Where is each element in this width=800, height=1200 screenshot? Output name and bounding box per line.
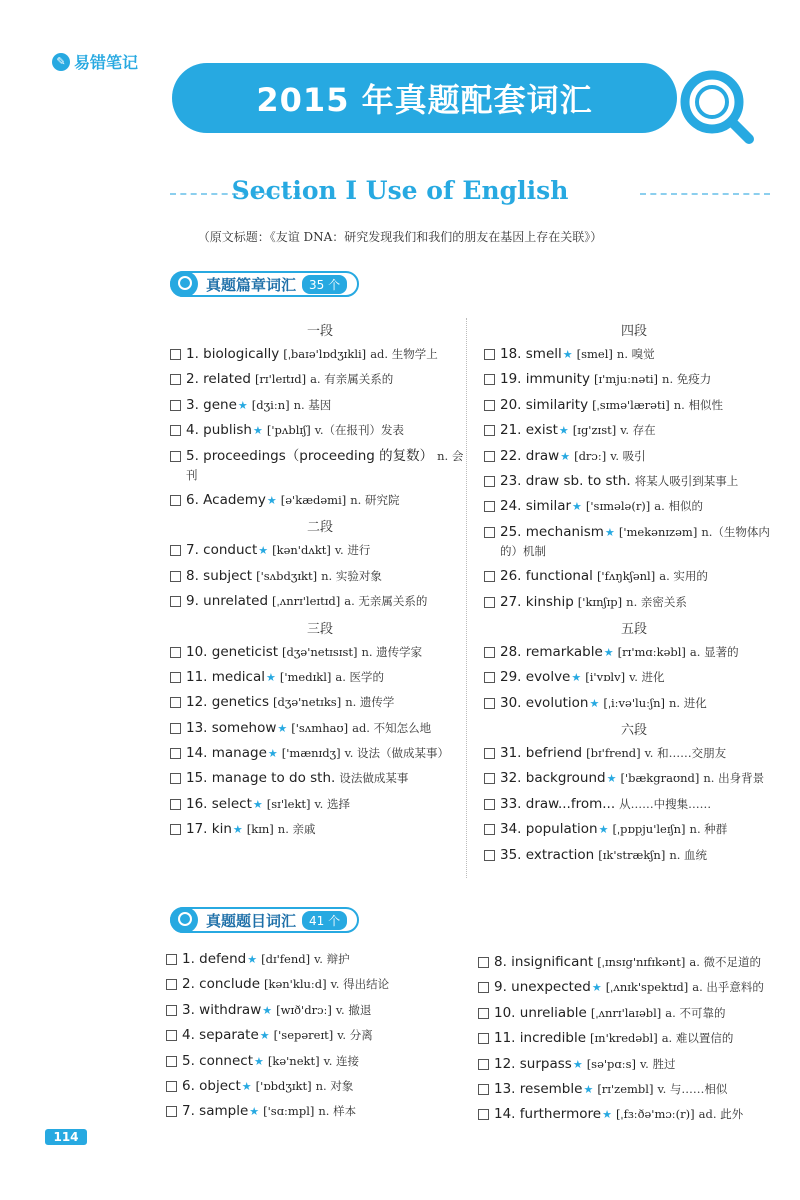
vocab-phonetic: [dʒə'netɪks]: [273, 695, 342, 710]
checkbox[interactable]: [484, 773, 495, 784]
star-icon: ★: [572, 1057, 583, 1071]
vocab-phonetic: [drɔː]: [574, 448, 607, 463]
vocab-phonetic: ['sɑːmpl]: [263, 1104, 315, 1119]
vocab-definition: ad. 此外: [698, 1107, 744, 1122]
vocab-word: 10. unreliable: [494, 1004, 587, 1021]
vocab-word: 9. unexpected: [494, 979, 591, 996]
vocab-phonetic: ['ɒbdʒɪkt]: [255, 1078, 312, 1093]
star-icon: ★: [602, 1108, 612, 1122]
brand-logo: [52, 50, 138, 73]
vocab-definition: n. 相似性: [673, 397, 723, 412]
checkbox[interactable]: [484, 698, 495, 709]
vocab-word: 6. Academy: [186, 491, 266, 508]
vocab-word: 24. similar: [500, 498, 572, 515]
checkbox[interactable]: [166, 1005, 177, 1016]
vocab-item: [484, 694, 784, 713]
search-icon: [170, 271, 198, 297]
vocab-phonetic: [dʒə'netɪsɪst]: [282, 644, 358, 659]
checkbox[interactable]: [484, 527, 495, 538]
vocab-definition: v. 设法（做成某事）: [344, 746, 450, 761]
star-icon: ★: [241, 1079, 252, 1093]
vocab-definition: v. 进行: [334, 543, 371, 558]
vocab-definition: a. 显著的: [689, 644, 739, 659]
vocab-definition: a. 医学的: [335, 669, 385, 684]
star-icon: ★: [604, 525, 615, 539]
vocab-item: [170, 592, 470, 611]
checkbox[interactable]: [166, 979, 177, 990]
vocab-phonetic: [dʒiːn]: [251, 397, 290, 412]
star-icon: ★: [252, 424, 263, 438]
vocab-word: 16. select: [186, 795, 252, 812]
vocab-word: 21. exist: [500, 422, 558, 439]
vocab-item: [170, 345, 470, 364]
vocab-definition: n. 实验对象: [321, 568, 382, 583]
vocab-phonetic: ['sʌmhaʊ]: [291, 720, 349, 735]
vocab-definition: n. 遗传学家: [361, 644, 423, 659]
checkbox[interactable]: [170, 495, 181, 506]
vocab-word: 9. unrelated: [186, 593, 269, 610]
vocab-phonetic: [kɪn]: [246, 822, 274, 837]
vocab-item: [166, 1001, 466, 1020]
vocab-word: 18. smell: [500, 346, 562, 362]
vocab-phonetic: [ˌbaɪə'lɒdʒɪkli]: [283, 347, 367, 361]
star-icon: ★: [598, 823, 609, 837]
vocab-definition: v. 胜过: [640, 1056, 676, 1071]
vocab-phonetic: [dɪ'fend]: [261, 952, 311, 966]
star-icon: ★: [254, 1054, 264, 1068]
vocab-phonetic: [ˌʌnɪk'spektɪd]: [605, 980, 689, 995]
paragraph-label: 一段: [306, 324, 333, 339]
vocab-word: 6. object: [182, 1077, 241, 1094]
checkbox[interactable]: [484, 824, 495, 835]
vocab-definition: n. 亲密关系: [626, 594, 687, 609]
checkbox[interactable]: [170, 349, 181, 360]
vocab-word: 12. genetics: [186, 694, 269, 711]
vocab-word: 4. publish: [186, 422, 252, 439]
vocab-word: 3. gene: [186, 396, 237, 413]
article-subtitle: （原文标题：《友谊 DNA：研究发现我们和我们的朋友在基因上存在关联》）: [197, 230, 603, 244]
star-icon: ★: [249, 1105, 260, 1119]
vocab-word: 35. extraction: [500, 846, 595, 863]
vocab-item: [170, 719, 470, 738]
vocab-word: 2. related: [186, 371, 251, 388]
star-icon: ★: [247, 953, 258, 966]
vocab-definition: a. 实用的: [659, 569, 708, 584]
vocab-item: [170, 396, 470, 415]
vocab-phonetic: [i'vɒlv]: [585, 670, 626, 685]
checkbox[interactable]: [484, 349, 495, 360]
vocab-word: 4. separate: [182, 1027, 259, 1044]
vocab-definition: v.（在报刊）发表: [314, 423, 404, 438]
vocab-word: 17. kin: [186, 821, 232, 838]
vocab-word: 10. geneticist: [186, 643, 279, 660]
paragraph-label: 四段: [620, 324, 647, 339]
star-icon: ★: [232, 823, 243, 837]
vocab-item: [170, 668, 470, 687]
vocab-item: [484, 593, 784, 612]
vocab-definition: n. 研究院: [350, 492, 400, 507]
vocab-item: [170, 541, 470, 560]
checkbox[interactable]: [484, 647, 495, 658]
checkbox[interactable]: [484, 597, 495, 608]
vocab-definition: v. 撤退: [335, 1002, 372, 1017]
checkbox[interactable]: [484, 425, 495, 436]
vocab-phonetic: [ɪk'strækʃn]: [598, 847, 666, 862]
brand-icon: ✎: [52, 53, 70, 71]
vocab-definition: n. 血统: [669, 847, 708, 862]
vocab-item: [484, 795, 784, 814]
vocab-item: [170, 693, 470, 712]
vocab-definition: a. 不可靠的: [665, 1005, 726, 1020]
vocab-item: [484, 472, 784, 491]
checkbox[interactable]: [170, 571, 181, 582]
checkbox[interactable]: [166, 1081, 177, 1092]
vocab-definition: n. 会刊: [186, 448, 464, 482]
vocab-word: 12. surpass: [494, 1055, 572, 1072]
vocab-item: [170, 744, 470, 763]
vocab-phonetic: [ˌʌnrɪ'laɪəbl]: [590, 1005, 662, 1020]
page-title: 2015 年真题配套词汇: [256, 81, 593, 119]
vocab-item: [170, 421, 470, 440]
vocab-item: [170, 643, 470, 662]
checkbox[interactable]: [478, 957, 489, 968]
vocab-word: 31. befriend: [500, 745, 583, 762]
vocab-item: [478, 1055, 778, 1074]
vocab-phonetic: [bɪ'frend]: [586, 746, 641, 761]
vocab-word: 26. functional: [500, 568, 593, 585]
checkbox[interactable]: [170, 723, 181, 734]
vocab-phonetic: [rɪ'leɪtɪd]: [254, 372, 307, 387]
vocab-item: [478, 1029, 778, 1048]
vocab-item: [170, 491, 470, 510]
vocab-item: [484, 497, 784, 516]
vocab-item: [478, 1080, 778, 1099]
vocab-word: 15. manage to do sth.: [186, 770, 336, 787]
vocab-item: [484, 744, 784, 763]
vocab-phonetic: ['pʌblɪʃ]: [266, 423, 311, 438]
vocab-word: 8. subject: [186, 567, 253, 584]
checkbox[interactable]: [484, 748, 495, 759]
vocab-phonetic: [ɪ'mjuːnəti]: [593, 372, 659, 387]
vocab-phonetic: ['fʌŋkʃənl]: [596, 569, 656, 584]
checkbox[interactable]: [484, 374, 495, 385]
vocab-word: 14. manage: [186, 745, 267, 762]
magnifier-icon: [676, 66, 756, 146]
vocab-phonetic: [ˌʌnrɪ'leɪtɪd]: [272, 594, 341, 609]
vocab-definition: n. 进化: [669, 695, 707, 710]
vocab-phonetic: [wɪð'drɔː]: [276, 1002, 332, 1017]
vocab-definition: a. 无亲属关系的: [344, 594, 428, 609]
vocab-item: [484, 421, 784, 440]
vocab-phonetic: [ˌiːvə'luːʃn]: [603, 695, 665, 710]
vocab-word: 13. resemble: [494, 1080, 583, 1097]
star-icon: ★: [267, 747, 278, 761]
vocab-phonetic: ['bækgraʊnd]: [620, 771, 700, 786]
vocab-item: [166, 1102, 466, 1121]
vocab-item: [484, 370, 784, 389]
vocab-definition: a. 有亲属关系的: [310, 372, 394, 387]
checkbox[interactable]: [170, 596, 181, 607]
brand-text: 易错笔记: [74, 53, 139, 72]
section-title: Section Ⅰ Use of English: [231, 176, 569, 205]
vocab-phonetic: [sɪ'lekt]: [266, 796, 311, 811]
vocab-word: 29. evolve: [500, 669, 571, 686]
checkbox[interactable]: [478, 1033, 489, 1044]
vocab-item: [478, 1105, 778, 1124]
checkbox[interactable]: [478, 1008, 489, 1019]
checkbox[interactable]: [484, 451, 495, 462]
vocab-word: 33. draw...from...: [500, 795, 616, 812]
vocab-phonetic: ['sʌbdʒɪkt]: [256, 568, 318, 583]
vocab-definition: ad. 不知怎么地: [352, 720, 432, 735]
vocab-phonetic: [ˌfɜːðə'mɔː(r)]: [615, 1107, 695, 1122]
vocab-definition: 从……中搜集……: [619, 796, 712, 811]
vocab-word: 34. population: [500, 821, 598, 838]
vocab-word: 8. insignificant: [494, 954, 594, 970]
count-badge: 41 个: [302, 911, 347, 930]
vocab-phonetic: [ɪg'zɪst]: [572, 423, 617, 438]
checkbox[interactable]: [170, 451, 181, 462]
vocab-word: 5. connect: [182, 1052, 253, 1069]
vocab-item: [170, 567, 470, 586]
vocab-definition: n. 对象: [315, 1078, 354, 1093]
vocab-item: [484, 523, 784, 561]
search-icon: [170, 907, 198, 933]
vocab-word: 7. sample: [182, 1103, 249, 1120]
vocab-word: 19. immunity: [500, 371, 590, 388]
vocab-item: [478, 978, 778, 997]
vocab-item: [170, 820, 470, 839]
vocab-word: 2. conclude: [182, 976, 261, 993]
vocab-item: [170, 769, 470, 788]
star-icon: ★: [562, 348, 573, 361]
vocab-definition: v. 连接: [323, 1053, 360, 1068]
title-banner: [172, 63, 677, 133]
vocab-phonetic: [ˌsɪmə'lærəti]: [592, 397, 670, 412]
star-icon: ★: [591, 981, 602, 995]
vocab-definition: v. 分离: [337, 1028, 373, 1043]
vocab-word: 22. draw: [500, 447, 560, 464]
checkbox[interactable]: [170, 545, 181, 556]
vocab-item: [484, 846, 784, 865]
vocab-phonetic: [kə'nekt]: [267, 1053, 320, 1068]
vocab-word: 23. draw sb. to sth.: [500, 472, 631, 489]
vocab-word: 32. background: [500, 770, 606, 787]
column-divider: [466, 318, 467, 878]
vocab-word: 11. medical: [186, 668, 265, 685]
vocab-item: [166, 975, 466, 994]
vocab-definition: n. 样本: [318, 1104, 357, 1119]
checkbox[interactable]: [170, 773, 181, 784]
vocab-phonetic: [ˌpɒpju'leɪʃn]: [612, 822, 686, 837]
vocab-word: 13. somehow: [186, 719, 277, 736]
vocab-item: [484, 447, 784, 466]
vocab-word: 20. similarity: [500, 396, 589, 413]
vocab-phonetic: [sə'pɑːs]: [586, 1056, 637, 1071]
checkbox[interactable]: [484, 799, 495, 810]
vocab-definition: v. 选择: [314, 796, 350, 811]
group-header-question-vocab: 真题题目词汇 41 个: [170, 907, 359, 933]
vocab-item: [166, 1026, 466, 1045]
vocab-word: 28. remarkable: [500, 643, 603, 660]
passage-vocab-left-column: [170, 316, 470, 846]
checkbox[interactable]: [170, 748, 181, 759]
vocab-phonetic: [rɪ'zembl]: [597, 1081, 654, 1096]
checkbox[interactable]: [170, 697, 181, 708]
question-vocab-right-column: [478, 953, 778, 1131]
star-icon: ★: [571, 671, 582, 685]
checkbox[interactable]: [478, 1059, 489, 1070]
checkbox[interactable]: [484, 850, 495, 861]
vocab-definition: n. 嗅觉: [616, 347, 655, 361]
vocab-item: [484, 396, 784, 415]
page-number: 114: [45, 1129, 87, 1145]
vocab-phonetic: ['medɪkl]: [279, 669, 332, 684]
vocab-word: 30. evolution: [500, 694, 589, 711]
vocab-definition: a. 出乎意料的: [692, 980, 764, 995]
vocab-phonetic: ['sɪmələ(r)]: [585, 499, 651, 514]
paragraph-label: 五段: [620, 621, 647, 637]
paragraph-label: 六段: [620, 723, 647, 739]
vocab-word: 5. proceedings（proceeding 的复数）: [186, 447, 434, 464]
vocab-item: [170, 447, 470, 485]
checkbox[interactable]: [478, 982, 489, 993]
checkbox[interactable]: [166, 1056, 177, 1067]
star-icon: ★: [558, 424, 569, 438]
vocab-phonetic: [ˌɪnsɪg'nɪfɪkənt]: [597, 955, 686, 969]
vocab-definition: n. 基因: [293, 397, 332, 412]
checkbox[interactable]: [478, 1084, 489, 1095]
decor-dash-right: [640, 193, 770, 195]
passage-vocab-right-column: [484, 316, 784, 871]
checkbox[interactable]: [166, 954, 177, 965]
vocab-definition: a. 难以置信的: [661, 1031, 734, 1046]
checkbox[interactable]: [484, 571, 495, 582]
vocab-word: 7. conduct: [186, 542, 258, 559]
vocab-definition: v. 辩护: [314, 952, 350, 966]
star-icon: ★: [589, 696, 600, 710]
star-icon: ★: [262, 1003, 273, 1017]
vocab-phonetic: ['mekənɪzəm]: [618, 524, 698, 539]
vocab-definition: v. 与……相似: [657, 1081, 728, 1096]
star-icon: ★: [606, 772, 617, 786]
vocab-word: 25. mechanism: [500, 523, 604, 540]
star-icon: ★: [237, 398, 248, 412]
vocab-phonetic: [rɪ'mɑːkəbl]: [617, 644, 686, 659]
vocab-item: [166, 950, 466, 969]
vocab-word: 11. incredible: [494, 1030, 586, 1047]
vocab-word: 27. kinship: [500, 593, 574, 610]
checkbox[interactable]: [170, 400, 181, 411]
vocab-definition: ad. 生物学上: [370, 347, 438, 361]
checkbox[interactable]: [170, 647, 181, 658]
star-icon: ★: [583, 1082, 594, 1096]
checkbox[interactable]: [484, 476, 495, 487]
star-icon: ★: [560, 449, 571, 463]
question-vocab-left-column: [166, 950, 466, 1128]
checkbox[interactable]: [484, 400, 495, 411]
vocab-item: [166, 1077, 466, 1096]
vocab-item: [484, 820, 784, 839]
vocab-definition: v. 进化: [629, 670, 665, 685]
vocab-item: [166, 1052, 466, 1071]
star-icon: ★: [266, 493, 277, 507]
vocab-phonetic: [kən'kluːd]: [264, 977, 327, 992]
vocab-phonetic: ['sepəreɪt]: [273, 1028, 334, 1043]
vocab-word: 3. withdraw: [182, 1001, 262, 1018]
vocab-phonetic: ['mænɪdʒ]: [281, 746, 341, 761]
vocab-phonetic: [ɪn'kredəbl]: [590, 1031, 658, 1046]
vocab-definition: v. 得出结论: [330, 977, 390, 992]
vocab-phonetic: [kən'dʌkt]: [272, 543, 331, 558]
star-icon: ★: [259, 1029, 270, 1043]
vocab-definition: 将某人吸引到某事上: [634, 473, 739, 488]
checkbox[interactable]: [170, 799, 181, 810]
vocab-item: [484, 345, 784, 364]
vocab-item: [484, 643, 784, 662]
vocab-definition: 设法做成某事: [339, 771, 409, 786]
vocab-definition: n. 亲戚: [277, 822, 316, 837]
checkbox[interactable]: [170, 672, 181, 683]
vocab-word: 1. defend: [182, 951, 247, 967]
vocab-definition: v. 吸引: [610, 448, 646, 463]
vocab-definition: n. 出身背景: [703, 771, 765, 786]
vocab-item: [478, 1004, 778, 1023]
vocab-word: 14. furthermore: [494, 1106, 602, 1123]
paragraph-label: 二段: [306, 520, 333, 536]
vocab-item: [484, 567, 784, 586]
checkbox[interactable]: [170, 425, 181, 436]
vocab-definition: a. 微不足道的: [689, 955, 762, 969]
vocab-definition: n.（生物体内的）机制: [500, 524, 770, 558]
checkbox[interactable]: [166, 1106, 177, 1117]
vocab-item: [484, 668, 784, 687]
vocab-definition: n. 免疫力: [662, 372, 712, 387]
checkbox[interactable]: [166, 1030, 177, 1041]
star-icon: ★: [277, 721, 288, 735]
star-icon: ★: [252, 797, 263, 811]
vocab-item: [478, 953, 778, 972]
vocab-phonetic: ['kɪnʃɪp]: [577, 594, 623, 609]
checkbox[interactable]: [484, 501, 495, 512]
star-icon: ★: [603, 645, 614, 659]
checkbox[interactable]: [484, 672, 495, 683]
checkbox[interactable]: [478, 1109, 489, 1120]
group-header-passage-vocab: 真题篇章词汇 35 个: [170, 271, 359, 297]
vocab-phonetic: [smel]: [576, 347, 613, 361]
vocab-item: [484, 769, 784, 788]
star-icon: ★: [258, 544, 269, 558]
vocab-item: [170, 370, 470, 389]
vocab-definition: n. 遗传学: [345, 695, 395, 710]
star-icon: ★: [572, 500, 582, 514]
vocab-definition: v. 和……交朋友: [644, 746, 727, 761]
checkbox[interactable]: [170, 824, 181, 835]
count-badge: 35 个: [302, 275, 347, 294]
star-icon: ★: [265, 670, 276, 684]
checkbox[interactable]: [170, 374, 181, 385]
vocab-definition: v. 存在: [620, 423, 656, 438]
vocab-item: [170, 795, 470, 814]
vocab-word: 1. biologically: [186, 346, 280, 362]
vocab-phonetic: [ə'kædəmi]: [280, 492, 347, 507]
paragraph-label: 三段: [306, 621, 333, 637]
vocab-definition: a. 相似的: [654, 499, 703, 514]
vocab-definition: n. 种群: [689, 822, 728, 837]
